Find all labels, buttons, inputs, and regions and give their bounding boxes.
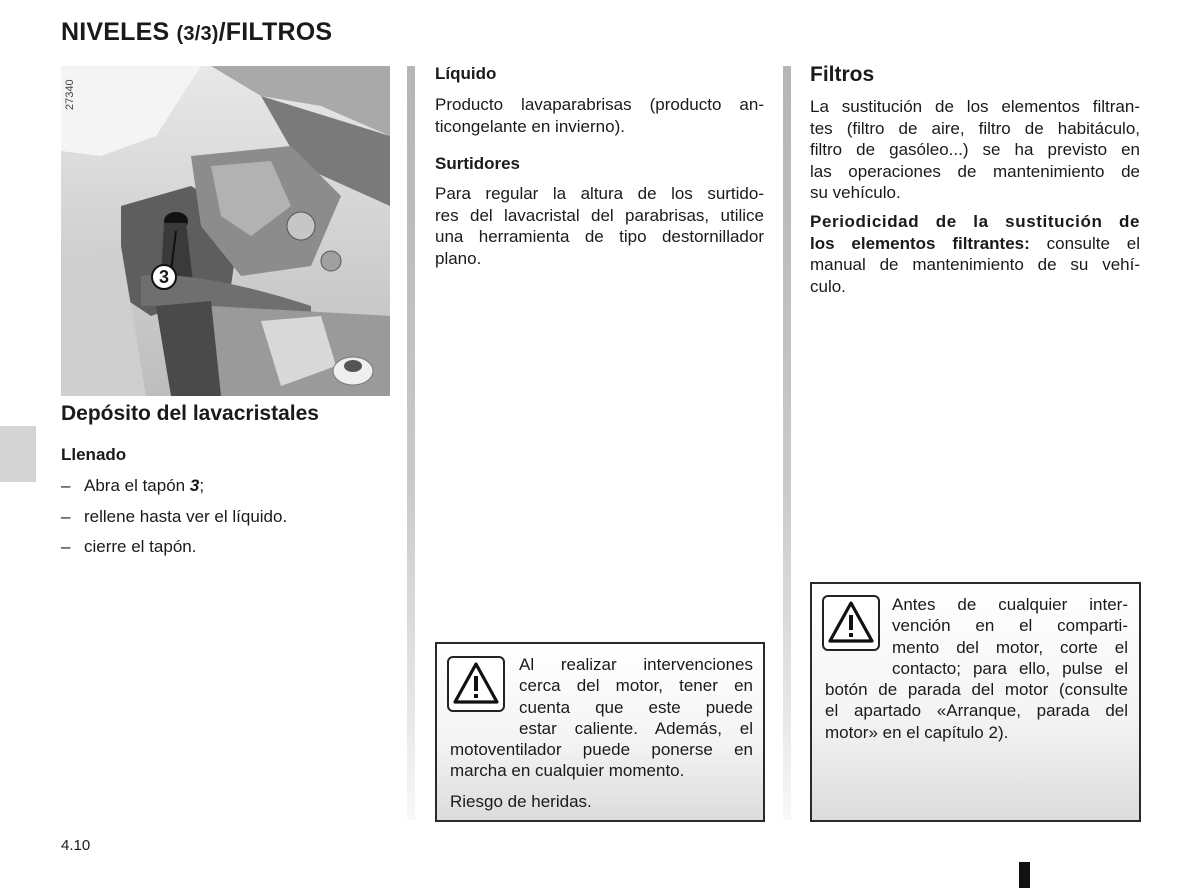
title-part-indicator: (3/3) [176, 23, 219, 45]
text-line: el apartado «Arranque, parada del [825, 701, 1128, 721]
page-number: 4.10 [61, 837, 91, 854]
step-callout-ref: 3 [189, 476, 200, 495]
step-list-item [61, 475, 204, 496]
warning-triangle-icon [447, 656, 505, 712]
text-line [810, 233, 1140, 255]
section-tab-marker [0, 426, 36, 482]
text-line: mento del motor, corte el [892, 637, 1128, 657]
step-text: cierre el tapón. [84, 537, 197, 556]
washer-reservoir-heading: Depósito del lavacristales [61, 402, 319, 425]
text-line: filtro de gasóleo...) se ha previsto en [810, 140, 1140, 159]
step-text: rellene hasta ver el líquido. [84, 507, 288, 526]
page-title [61, 18, 332, 47]
step-list-item [61, 506, 287, 527]
photo-reference-code: 27340 [64, 79, 76, 110]
text-line: estar caliente. Además, el [519, 718, 753, 738]
warning-text-top [892, 594, 1128, 679]
interval-label: los elementos filtrantes: [810, 233, 1030, 253]
text-line: res del lavacristal del parabrisas, utilice [435, 205, 764, 225]
text-line: vención en el comparti- [892, 616, 1128, 636]
text-line: botón de parada del motor (consulte [825, 680, 1128, 699]
warning-triangle-glyph [824, 597, 878, 649]
text-line: cuenta que este puede [519, 697, 753, 717]
text-line: motor» en el capítulo 2). [825, 722, 1009, 742]
filters-intro-paragraph [810, 96, 1140, 204]
liquid-heading: Líquido [435, 64, 497, 83]
engine-heat-warning-box [435, 642, 765, 822]
title-tail: /FILTROS [218, 18, 333, 46]
liquid-paragraph [435, 94, 764, 137]
text-line: una herramienta de tipo destornillador [435, 227, 764, 246]
text-line: las operaciones de mantenimiento de [810, 161, 1140, 181]
text-line: culo. [810, 276, 846, 296]
warning-triangle-icon [822, 595, 880, 651]
text-line: tes (filtro de aire, filtro de habitáculo, [810, 118, 1140, 138]
text-line: marcha en cualquier momento. [450, 761, 685, 781]
warning-text-bottom [825, 679, 1128, 743]
text-line: ticongelante en invierno). [435, 116, 625, 136]
risk-statement: Riesgo de heridas. [450, 791, 592, 811]
text-line: cerca del motor, tener en [519, 676, 753, 696]
text-line: La sustitución de los elementos filtran- [810, 97, 1140, 116]
warning-triangle-glyph [449, 658, 503, 710]
nozzles-paragraph [435, 183, 764, 269]
step-text-end: ; [199, 476, 205, 495]
engine-bay-illustration [61, 66, 390, 396]
text-line: motoventilador puede ponerse en [450, 740, 753, 759]
text-line: Producto lavaparabrisas (producto an- [435, 95, 764, 114]
text-line: contacto; para ello, pulse el [892, 658, 1128, 678]
text-line: plano. [435, 248, 482, 268]
replacement-interval-paragraph [810, 211, 1140, 297]
text-line-bold: Periodicidad de la sustitución de [810, 212, 1140, 231]
step-dash: – [61, 537, 71, 556]
text-line: Al realizar intervenciones [519, 655, 753, 674]
engine-bay-photo [61, 66, 390, 396]
interval-text: consulte el [1029, 233, 1140, 253]
step-text: Abra el tapón [84, 476, 190, 495]
filling-subheading: Llenado [61, 445, 127, 464]
step-dash: – [61, 476, 71, 495]
text-line: Antes de cualquier inter- [892, 595, 1128, 614]
title-main: NIVELES [61, 18, 177, 46]
ignition-off-warning-box [810, 582, 1141, 822]
text-line: manual de mantenimiento de su vehí- [810, 255, 1140, 274]
column-divider-1 [407, 66, 415, 820]
page-edge-marker [1019, 862, 1030, 888]
step-list-item [61, 536, 196, 557]
warning-text-top [519, 654, 753, 739]
text-line: Para regular la altura de los surtido- [435, 184, 764, 203]
column-divider-2 [783, 66, 791, 820]
callout-marker: 3 [151, 264, 177, 290]
nozzles-heading: Surtidores [435, 154, 521, 173]
filters-heading: Filtros [810, 63, 875, 86]
step-dash: – [61, 507, 71, 526]
text-line: su vehículo. [810, 183, 901, 202]
warning-text-bottom [450, 739, 753, 812]
